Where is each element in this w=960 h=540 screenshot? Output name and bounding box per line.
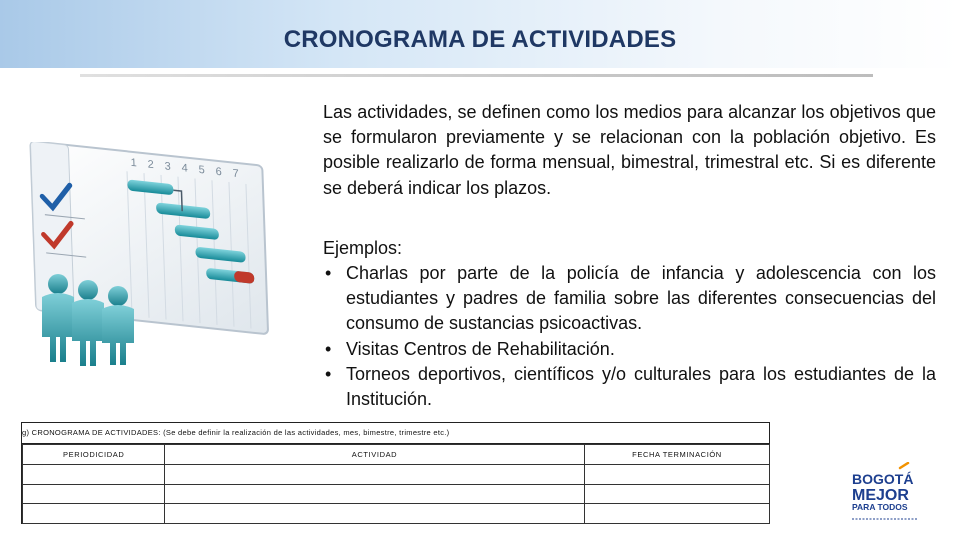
list-item [323,337,936,362]
table-row [23,504,770,524]
examples-list [323,261,936,412]
slide-title: CRONOGRAMA DE ACTIVIDADES [283,26,677,53]
table-cell[interactable] [165,484,585,504]
logo-accent-icon [900,463,908,468]
column-header-fecha-terminacion: FECHA TERMINACIÓN [585,445,770,465]
table-cell[interactable] [23,484,165,504]
bullet-icon: • [325,263,332,283]
gantt-number: 3 [164,160,172,173]
column-header-periodicidad: PERIODICIDAD [23,445,165,465]
intro-paragraph: Las actividades, se definen como los medios para alcanzar los objetivos que se formularon previamente y se relacionan con la población objetivo. Es posible realizarlo de forma mensual, bimestral, trimestral etc. Si es diferente se deberá indicar los plazos. [323,102,936,198]
schedule-illustration-icon [26,142,296,367]
title-divider [80,74,873,77]
list-item-text: Torneos deportivos, científicos y/o culturales para los estudiantes de la Institución. [346,363,936,410]
table-cell[interactable] [585,464,770,484]
gantt-number: 1 [130,156,138,170]
bogota-logo [850,462,922,524]
list-item-text: Charlas por parte de la policía de infancia y adolescencia con los estudiantes y padres de familia sobre las diferentes consecuencias del consumo de sustancias psicoactivas. [346,263,936,334]
table-header-row [23,445,770,465]
schedule-form [21,422,770,524]
table-row [23,464,770,484]
gantt-number: 4 [181,162,189,175]
bullet-icon: • [325,363,332,384]
logo-line-1: BOGOTÁ [852,471,914,487]
list-item-text: Visitas Centros de Rehabilitación. [346,338,615,359]
list-item [323,261,936,337]
form-caption: g) CRONOGRAMA DE ACTIVIDADES: (Se debe definir la realización de las actividades, mes, bimestre, trimestre etc.) [22,423,769,444]
schedule-table [22,444,770,524]
gantt-number: 2 [147,158,155,172]
table-cell[interactable] [585,504,770,524]
gantt-number: 5 [198,163,205,177]
table-row [23,484,770,504]
bullet-icon: • [325,338,332,359]
gantt-number: 7 [232,167,239,181]
column-header-actividad: ACTIVIDAD [165,445,585,465]
logo-line-3: PARA TODOS [852,502,908,512]
table-cell[interactable] [23,464,165,484]
table-cell[interactable] [165,464,585,484]
list-item [323,362,936,412]
table-cell[interactable] [585,484,770,504]
examples-heading: Ejemplos: [323,238,403,258]
logo-line-2: MEJOR [852,487,909,504]
gantt-number: 6 [215,165,222,179]
table-cell[interactable] [165,504,585,524]
table-cell[interactable] [23,504,165,524]
